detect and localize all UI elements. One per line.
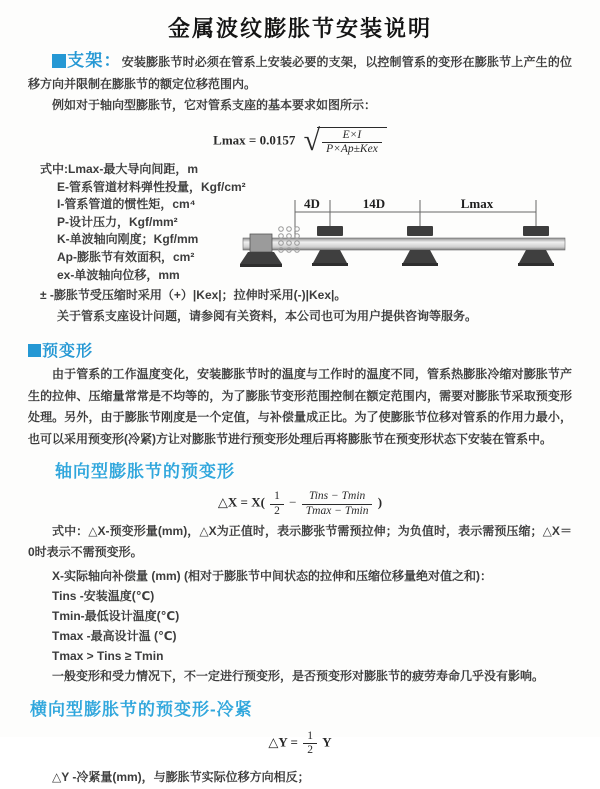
lateral-subheading: 横向型膨胀节的预变形-冷紧 xyxy=(30,699,253,719)
definition-line-kex: ± -膨胀节受压缩时采用（+）|Kex|；拉伸时采用(-)|Kex|。 xyxy=(40,288,347,303)
predeform-paragraph: 由于管系的工作温度变化，安装膨胀节时的温度与工作时的温度不同，管系热膨胀冷缩对膨胀节产生的拉伸、压缩量常常是不均等的，为了膨胀节变形范围控制在额定范围内，需要对膨胀节采取预变形处理。另外，由于膨胀节刚度是一个定值，与补偿量成正比。为了使膨胀节位移对管系的作用力最小，也可以采用预变形(冷紧)方让对膨胀节进行预变形处理后再将膨胀节在预变形状态下安装在管系中。 xyxy=(28,367,572,446)
pipe-support-diagram xyxy=(243,192,573,287)
minus-operator: − xyxy=(289,494,297,510)
cold-tightening-line: △Y -冷紧量(mm)，与膨胀节实际位移方向相反； xyxy=(52,770,310,785)
close-paren: ) xyxy=(377,494,383,510)
radical-sign xyxy=(303,124,387,158)
support-paragraph xyxy=(28,50,572,95)
variable-line: Tins -安装温度(℃) xyxy=(52,588,155,603)
blue-square-icon xyxy=(52,54,66,68)
lmax-formula-denominator: P×Ap±Kex xyxy=(322,142,382,156)
sqrt-icon: √ xyxy=(303,124,321,158)
dim-label-4d: 4D xyxy=(304,196,320,211)
support-paragraph-text: 安装膨胀节时必须在管系上安装必要的支架，以控制管系的变形在膨胀节上产生的位移方向并限制在膨胀节的额定位移范围内。 xyxy=(28,55,572,91)
axial-formula-lhs: △X = X( xyxy=(217,494,265,510)
axial-explanation: 式中：△X-预变形量(mm)，△X为正值时，表示膨张节需预拉伸；为负值时，表示需预压缩；△X＝0时表示不需预变形。 xyxy=(28,523,572,560)
definition-line: Ap-膨胀节有效面积，cm² xyxy=(57,249,195,264)
half-numerator: 1 xyxy=(274,490,280,503)
variable-line: Tmax -最高设计温 (℃) xyxy=(52,628,177,643)
definition-line: ex-单波轴向位移，mm xyxy=(57,267,180,282)
half-denominator: 2 xyxy=(270,504,284,518)
half-numerator: 1 xyxy=(307,729,313,742)
variable-line: Tmax > Tins ≥ Tmin xyxy=(52,648,164,663)
lateral-formula-lhs: △Y = xyxy=(268,734,298,750)
temp-numerator: Tins − Tmin xyxy=(308,490,366,503)
variable-line: Tmin-最低设计温度(℃) xyxy=(52,608,180,623)
predeform-heading xyxy=(28,338,572,361)
lmax-formula-numerator: E×I xyxy=(342,128,362,141)
definition-line: K-单波轴向刚度；Kgf/mm xyxy=(57,232,199,247)
temp-denominator: Tmax − Tmin xyxy=(302,504,373,518)
axial-subheading: 轴向型膨胀节的预变形 xyxy=(55,462,235,482)
axial-variable-list xyxy=(52,566,572,686)
page-title: 金属波纹膨胀节安装说明 xyxy=(167,16,432,41)
definition-line: I-管系管道的惯性矩，cm⁴ xyxy=(57,197,196,212)
lateral-formula-rhs: Y xyxy=(322,734,332,750)
definition-line: E-管系管道材料弹性投量，Kgf/cm² xyxy=(57,179,246,194)
lmax-formula xyxy=(0,124,600,158)
blue-square-icon xyxy=(28,344,41,357)
lateral-formula xyxy=(0,730,600,757)
support-example-line: 例如对于轴向型膨胀节，它对管系支座的基本要求如图所示： xyxy=(52,98,377,112)
definition-line: P-设计压力，Kgf/mm² xyxy=(57,214,178,229)
lmax-formula-lhs: Lmax = 0.0157 xyxy=(213,132,296,148)
half-denominator: 2 xyxy=(303,743,317,757)
fatigue-note-line: 一般变形和受力情况下，不一定进行预变形，是否预变形对膨胀节的疲劳寿命几乎没有影响。 xyxy=(52,668,545,683)
dim-label-14d: 14D xyxy=(362,196,386,211)
definition-line: 式中:Lmax-最大导向间距，m xyxy=(40,161,199,176)
support-section-label: 支架： xyxy=(67,51,122,70)
predeform-section-label: 预变形 xyxy=(42,343,94,361)
consulting-note: 关于管系支座设计问题，请参阅有关资料，本公司也可为用户提供咨询等服务。 xyxy=(57,308,478,323)
variable-line: X-实际轴向补偿量 (mm) (相对于膨胀节中间状态的拉伸和压缩位移量绝对值之和)： xyxy=(52,568,492,583)
axial-formula xyxy=(0,490,600,517)
dim-label-lmax: Lmax xyxy=(460,196,494,211)
